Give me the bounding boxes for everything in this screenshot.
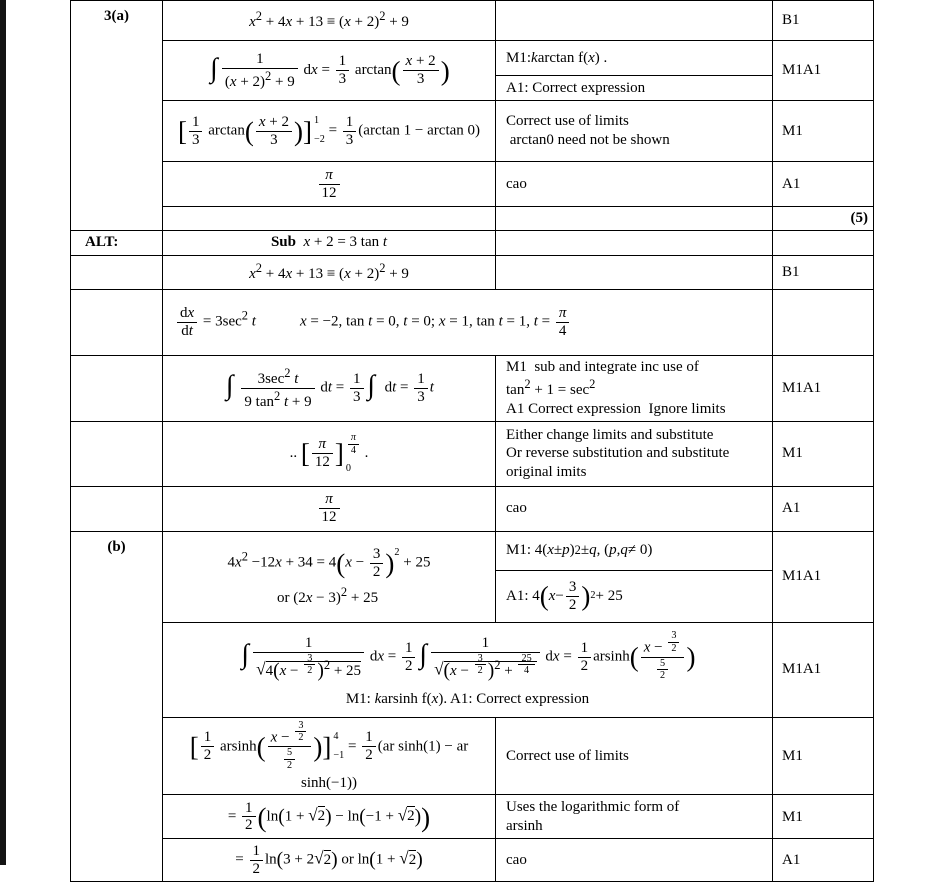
question-label-r11: [71, 486, 163, 531]
working-cell-r15: = $\frac{1}{2}$ (ln(1 + √2) − ln(−1 + √2)): [163, 795, 496, 839]
working-cell-r14: [ $\frac{1}{2}$ arsinh( x − $\frac{3}{2}$ $\frac{5}{2}$ )] 4 −1 = $\frac{1}{2}$ (ar sinh(1) − ar sinh(−1)): [163, 717, 496, 795]
marks-cell-r2: M1A1: [773, 41, 874, 101]
marks-cell-r3: M1: [773, 101, 874, 162]
marks-cell-r14: M1: [773, 717, 874, 795]
marks-cell-r4: A1: [773, 162, 874, 207]
marks-cell-r7: B1: [773, 255, 874, 289]
notes-cell-r6: [496, 230, 773, 255]
mark-scheme-table: [70, 0, 874, 882]
notes-r12-m1: M1: 4( x ± p ) 2 ± q , ( p , q ≠ 0): [506, 542, 653, 559]
working-cell-r10: .. [ $\frac{\pi}{12}$ ] $\frac{\pi}{4}$ 0 .: [163, 421, 496, 486]
marks-cell-r6: [773, 230, 874, 255]
question-label-r8: [71, 289, 163, 355]
question-label-r7: [71, 255, 163, 289]
notes-cell-r2: [496, 41, 773, 101]
subtotal-marks: (5): [773, 207, 874, 231]
working-r13-equation: ∫ 1 √4(x − $\frac{3}{2}$ )$^2$ + 25 dx = $\frac{1}{2}$ ∫ 1 √(x − $\frac{3}{2}$ )$^2$ + $\frac{25}{4}$ dx = $\frac{1}{2}$ arsinh( x − $\frac{3}{2}$ $\frac{5}{2}$ ): [241, 630, 696, 682]
working-cell-r13: [163, 622, 773, 717]
working-cell-r1: $x^2 + 4x + 13 \equiv (x + 2)^2 + 9$: [163, 1, 496, 41]
marks-cell-r1: B1: [773, 1, 874, 41]
working-cell-r2: ∫ $\frac{1}{(x + 2)^2 + 9}$ dx = $\frac{1}{3}$ arctan( $\frac{x + 2}{3}$ ): [163, 41, 496, 101]
marks-cell-r9: M1A1: [773, 355, 874, 421]
notes-cell-r14: Correct use of limits: [496, 717, 773, 795]
marks-cell-r11: A1: [773, 486, 874, 531]
working-r12-alt: or $(2x - 3)^2 + 25$: [277, 584, 379, 606]
working-cell-r12: [163, 531, 496, 622]
scan-edge-bar: [0, 0, 6, 865]
marks-cell-r8: [773, 289, 874, 355]
marks-cell-r12: M1A1: [773, 531, 874, 622]
notes-r2-m1: M1: k arctan f( x ) .: [506, 49, 608, 66]
notes-cell-r1: [496, 1, 773, 41]
notes-cell-r7: [496, 255, 773, 289]
question-label-r9: [71, 355, 163, 421]
marks-cell-r16: A1: [773, 839, 874, 882]
notes-cell-r4: cao: [496, 162, 773, 207]
working-r13-note: M1: karsinh f(x). A1: Correct expression: [345, 691, 590, 708]
notes-cell-r3: Correct use of limits arctan0 need not be shown: [496, 101, 773, 162]
notes-cell-r16: cao: [496, 839, 773, 882]
working-cell-r4: $\frac{\pi}{12}$: [163, 162, 496, 207]
notes-cell-r5: [496, 207, 773, 231]
working-cell-r9: ∫ $3\sec^2$ t 9 $\tan^2 t + 9$ dt = $\frac{1}{3}$ ∫ dt = $\frac{1}{3}$ t: [163, 355, 496, 421]
working-cell-r7: $x^2 + 4x + 13 \equiv (x + 2)^2 + 9$: [163, 255, 496, 289]
working-r12-main: $4x^2 -12x + 34 = 4(x$ − $\frac{3}{2}$ )$^2$ + 25: [227, 546, 431, 580]
marks-cell-r10: M1: [773, 421, 874, 486]
working-cell-r11: $\frac{\pi}{12}$: [163, 486, 496, 531]
question-label-3a: 3(a): [71, 1, 163, 231]
notes-r2-a1: A1: Correct expression: [496, 75, 772, 100]
question-label-r10: [71, 421, 163, 486]
notes-cell-r12: [496, 531, 773, 622]
notes-cell-r10: Either change limits and substitute Or reverse substitution and substitute original imits: [496, 421, 773, 486]
question-label-alt: ALT:: [71, 230, 163, 255]
marks-cell-r13: M1A1: [773, 622, 874, 717]
notes-r12-a1: A1: 4 ( x − 3 2 ) 2 + 25: [496, 570, 772, 622]
working-cell-r5: [163, 207, 496, 231]
working-cell-r8: $\frac{dx}{dt}$ = $3\sec^2$ t x = −2, tan t = 0, t = 0; x = 1, tan t = 1, t = $\frac{\pi}{4}$: [163, 289, 773, 355]
question-label-b: (b): [71, 531, 163, 882]
marks-cell-r15: M1: [773, 795, 874, 839]
notes-cell-r11: cao: [496, 486, 773, 531]
working-cell-r16: = $\frac{1}{2}$ ln(3 + 2√2) or ln(1 + √2): [163, 839, 496, 882]
notes-cell-r9: M1 sub and integrate inc use of $\tan^2 + 1 = \sec^2$ A1 Correct expression Ignore limits: [496, 355, 773, 421]
notes-cell-r15: Uses the logarithmic form of arsinh: [496, 795, 773, 839]
working-cell-r3: [ $\frac{1}{3}$ arctan( $\frac{x + 2}{3}$ )] 1 −2 = $\frac{1}{3}$ (arctan 1 − arctan 0): [163, 101, 496, 162]
working-cell-r6: Sub x + 2 = 3 tan t: [163, 230, 496, 255]
